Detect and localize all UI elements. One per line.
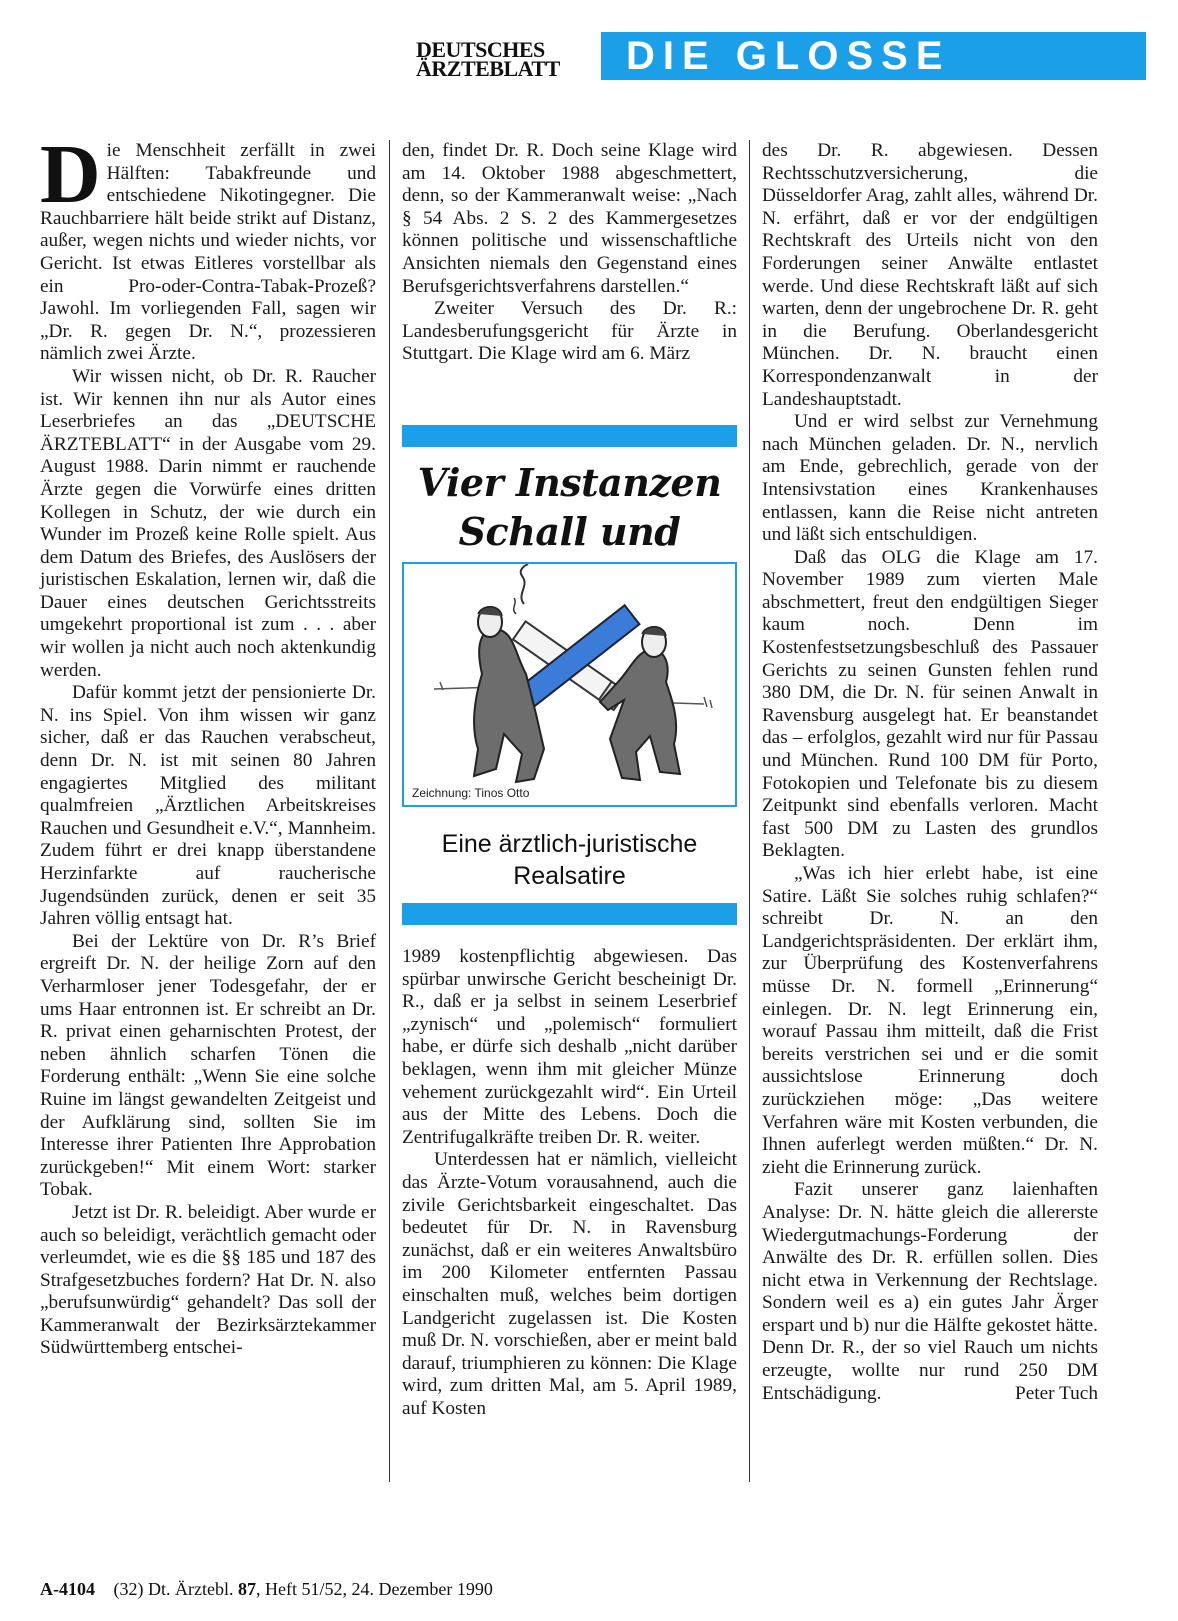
blue-bar-bottom: [402, 903, 737, 925]
subheadline-line-2: Realsatire: [513, 862, 626, 890]
paragraph: Bei der Lektüre von Dr. R’s Brief ergreift Dr. N. der heilige Zorn auf den Verharmloser jener Todesgefahr, der er ums Haar entronnen ist. Er schreibt an Dr. R. privat einen geharnischten Protest, der neben ähnlich scharfen Tönen die Forderung enthält: „Wenn Sie eine solche Ruine im längst gewandelten Zeitgeist und der Aufklärung sind, sollten Sie im Interesse ihrer Patienten Ihre Approbation zurückgeben!“ Mit einem Wort: starker Tobak.: [40, 930, 376, 1201]
logo-line-1: DEUTSCHES: [416, 37, 545, 62]
article-column-2-top: [402, 140, 737, 366]
citation-prefix: (32) Dt. Ärztebl.: [113, 1579, 234, 1599]
column-rule-1: [389, 140, 390, 1482]
blue-bar-top: [402, 425, 737, 447]
headline-line-2: Schall und: [458, 509, 681, 554]
author-name: Peter Tuch: [1014, 1382, 1098, 1404]
citation-suffix: , Heft 51/52, 24. Dezember 1990: [255, 1579, 493, 1599]
paragraph: [40, 128, 376, 366]
paragraph: Jetzt ist Dr. R. beleidigt. Aber wurde er auch so beleidigt, verächtlich gemacht oder verleumdet, wie es die §§ 185 und 187 des Strafgesetzbuches fordern? Hat Dr. N. also „berufsunwürdig“ gehandelt? Das soll der Kammeranwalt der Bezirksärztekammer Südwürttemberg entschei-: [40, 1201, 376, 1359]
drop-cap: D: [40, 128, 101, 221]
paragraph: Zweiter Versuch des Dr. R.: Landesberufungsgericht für Ärzte in Stuttgart. Die Klage wird am 6. März: [402, 298, 737, 365]
section-banner: [601, 32, 1146, 80]
paragraph-text: ie Menschheit zerfällt in zwei Hälften: Tabakfreunde und entschiedene Nikotingegner. Die Rauchbarriere hält beide strikt auf Distanz, außer, wegen nichts und wieder nichts, vor Gericht. Ist etwas Eitleres vorstellbar als ein Pro-oder-Contra-Tabak-Prozeß? Jawohl. Im vorliegenden Fall, sagen wir „Dr. R. gegen Dr. N.“, prozessieren nämlich zwei Ärzte.: [40, 140, 376, 365]
page-footer: [40, 1579, 493, 1600]
cartoon-drawing: [404, 564, 735, 805]
paragraph: Wir wissen nicht, ob Dr. R. Raucher ist. Wir kennen ihn nur als Autor eines Leserbriefes an das „DEUTSCHE ÄRZTEBLATT“ in der Ausgabe vom 29. August 1988. Darin nimmt er rauchende Ärzte gegen die Vorwürfe eines dritten Kollegen in Schutz, der wie durch ein Wunder im Prozeß keine Rolle spielt. Aus dem Datum des Briefes, des Auslösers der juristischen Eskalation, lernen wir, daß die Dauer eines deutschen Gerichtsstreits umgekehrt proportional ist zum . . . aber wir wollen ja nicht auch noch aktenkundig werden.: [40, 365, 376, 681]
paragraph: 1989 kostenpflichtig abgewiesen. Das spürbar unwirsche Gericht bescheinigt Dr. R., daß er ja selbst in seinem Leserbrief „zynisch“ und „polemisch“ formuliert habe, er dürfe sich deshalb „nicht darüber beklagen, wenn ihm mit gleicher Münze vehement zurückgezahlt wird“. Ein Urteil aus der Mitte des Lebens. Doch die Zentrifugalkräfte treiben Dr. R. weiter.: [402, 946, 737, 1148]
paragraph: Unterdessen hat er nämlich, vielleicht das Ärzte-Votum vorausahnend, auch die zivile Gerichtsbarkeit eingeschaltet. Das bedeutet für Dr. N. in Ravensburg zunächst, daß er ein weiteres Anwaltsbüro im 200 Kilometer entfernten Passau einschalten muß, welches beim dortigen Landgericht zugelassen ist. Die Kosten muß Dr. N. vorschießen, aber er meint bald darauf, triumphieren zu können: Die Klage wird, zum dritten Mal, am 5. April 1989, auf Kosten: [402, 1149, 737, 1419]
logo-line-2: ÄRZTEBLATT: [416, 56, 560, 81]
paragraph-text: Fazit unserer ganz laienhaften Analyse: Dr. N. hätte gleich die allererste Wiedergutmachungs-Forderung der Anwälte des Dr. R. erfüllen sollen. Dies nicht etwa in Verkennung der Rechtslage. Sondern weil es a) ein gutes Jahr Ärger erspart und b) nur die Hälfte gekostet hätte. Denn Dr. R., der so viel Rauch um nichts erzeugte, wollte nur rund 250 DM Entschädigung.: [762, 1179, 1098, 1404]
section-title: DIE GLOSSE: [626, 34, 951, 78]
column-rule-2: [749, 140, 750, 1482]
cartoon-illustration: [402, 562, 737, 807]
cartoon-credit: Zeichnung: Tinos Otto: [412, 786, 530, 800]
paragraph: Daß das OLG die Klage am 17. November 1989 zum vierten Male abschmettert, freut den endgültigen Sieger kaum noch. Denn im Kostenfestsetzungsbeschluß des Passauer Gerichts zu seinen Gunsten fehlen rund 380 DM, die Dr. N. für seinen Anwalt in Ravensburg ausgelegt hat. Er beanstandet das – erfolglos, gezahlt wird nur für Passau und München. Rund 100 DM für Porto, Fotokopien und Telefonate bis zu diesem Zeitpunkt sind ebenfalls verloren. Macht fast 500 DM zu Lasten des grundlos Beklagten.: [762, 546, 1098, 862]
paragraph: [762, 1179, 1098, 1405]
paragraph: des Dr. R. abgewiesen. Dessen Rechtsschutzversicherung, die Düsseldorfer Arag, zahlt alles, während Dr. N. erfährt, daß er vor der endgültigen Rechtskraft des Urteils nicht von den Forderungen seiner Anwälte entlastet werde. Und diese Rechtskraft läßt auf sich warten, denn der ungebrochene Dr. R. geht in die Berufung. Oberlandesgericht München. Dr. N. braucht einen Korrespondenzanwalt in der Landeshauptstadt.: [762, 140, 1098, 410]
paragraph: Dafür kommt jetzt der pensionierte Dr. N. ins Spiel. Von ihm wissen wir ganz sicher, daß er das Rauchen verabscheut, denn Dr. N. ist mit seinen 80 Jahren engagiertes Mitglied des militant qualmfreien „Ärztlichen Arbeitskreises Rauchen und Gesundheit e.V.“, Mannheim. Zudem führt er drei knapp überstandene Herzinfarkte auf raucherische Jugendsünden zurück, denen er seit 35 Jahren völlig entsagt hat.: [40, 682, 376, 930]
subheadline: [402, 828, 737, 892]
page-number: A-4104: [40, 1579, 95, 1599]
paragraph: den, findet Dr. R. Doch seine Klage wird am 14. Oktober 1988 abgeschmettert, denn, so der Kammeranwalt weise: „Nach § 54 Abs. 2 S. 2 des Kammergesetzes können politische und wissenschaftliche Ansichten niemals den Gegenstand eines Berufsgerichtsverfahrens darstellen.“: [402, 140, 737, 297]
volume-number: 87: [237, 1579, 256, 1599]
article-column-2-bottom: [402, 946, 737, 1420]
subheadline-line-1: Eine ärztlich-juristische: [441, 830, 698, 858]
article-column-1: [40, 128, 376, 1360]
paragraph: „Was ich hier erlebt habe, ist eine Satire. Läßt Sie solches ruhig schlafen?“ schreibt Dr. N. an den Landgerichtspräsidenten. Der erklärt ihm, zur Überprüfung des Kostenverfahrens müsse Dr. N. formell „Erinnerung“ einlegen. Dr. N. legt Erinnerung ein, worauf Passau ihm mitteilt, daß die Frist bereits verstrichen sei und er die somit aussichtslose Erinnerung doch zurückziehen möge: „Das weitere Verfahren wäre mit Kosten verbunden, die Ihnen auferlegt werden müßten.“ Dr. N. zieht die Erinnerung zurück.: [762, 863, 1098, 1178]
headline-line-1: Vier Instanzen: [417, 460, 722, 505]
journal-logo: [416, 37, 591, 81]
paragraph: Und er wird selbst zur Vernehmung nach München geladen. Dr. N., nervlich am Ende, gebrechlich, gerade von der Intensivstation eines Krankenhauses entlassen, kann die Reise nicht antreten und läßt sich entschuldigen.: [762, 411, 1098, 546]
masthead: [416, 32, 1146, 82]
article-column-3: [762, 140, 1098, 1405]
